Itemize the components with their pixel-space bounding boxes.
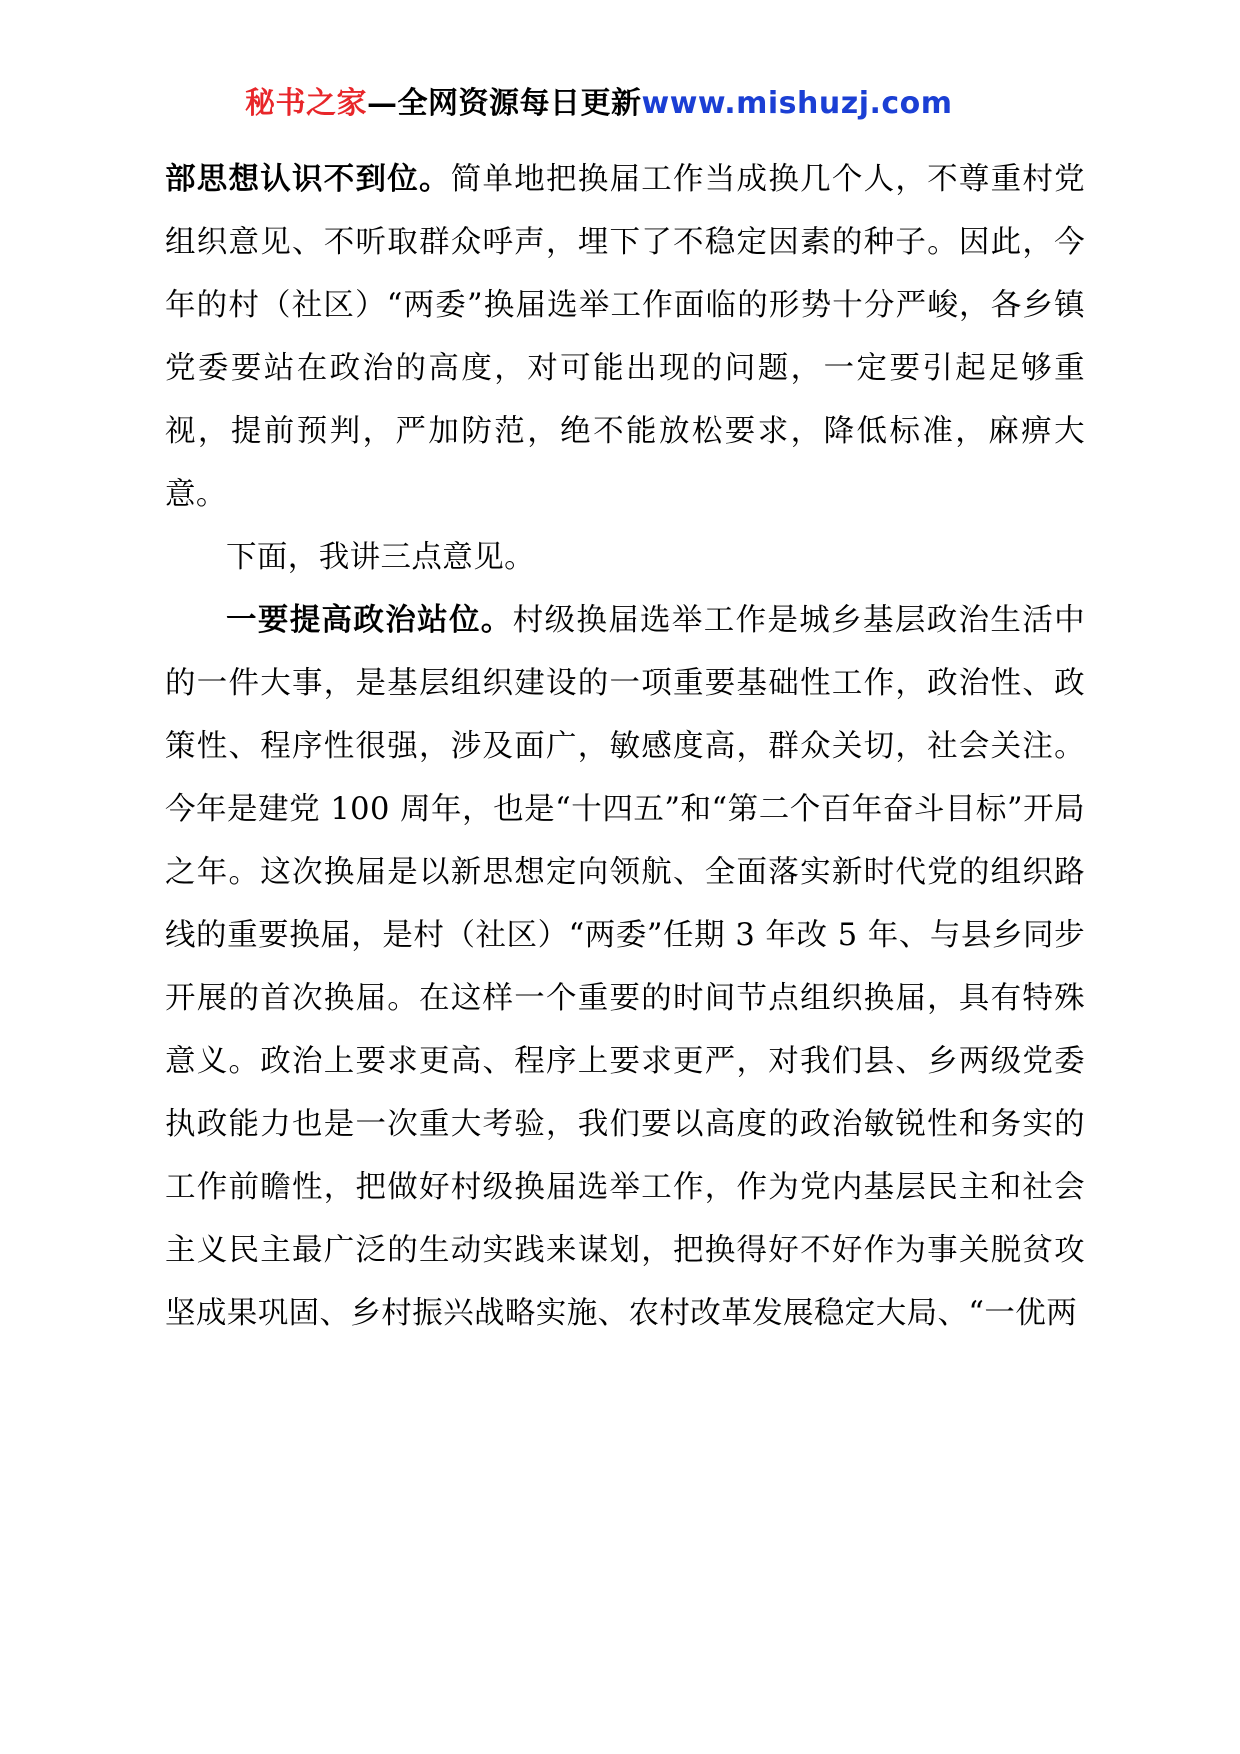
paragraph-3-lead: 一要提高政治站位。	[226, 602, 513, 638]
paragraph-3	[165, 589, 1085, 1345]
site-tagline: 全网资源每日更新	[397, 86, 642, 121]
paragraph-1-text: 简单地把换届工作当成换几个人，不尊重村党组织意见、不听取群众呼声，埋下了不稳定因素的种子。因此，今年的村（社区）“两委”换届选举工作面临的形势十分严峻，各乡镇党委要站在政治的高度，对可能出现的问题，一定要引起足够重视，提前预判，严加防范，绝不能放松要求，降低标准，麻痹大意。	[165, 162, 1085, 512]
document-body	[165, 78, 1085, 1345]
paragraph-1	[165, 148, 1085, 526]
paragraph-3-text: 村级换届选举工作是城乡基层政治生活中的一件大事，是基层组织建设的一项重要基础性工作，政治性、政策性、程序性很强，涉及面广，敏感度高，群众关切，社会关注。今年是建党 100 周年，也是“十四五”和“第二个百年奋斗目标”开局之年。这次换届是以新思想定向领航、全面落实新时代党的组织路线的重要换届，是村（社区）“两委”任期 3 年改 5 年、与县乡同步开展的首次换届。在这样一个重要的时间节点组织换届，具有特殊意义。政治上要求更高、程序上要求更严，对我们县、乡两级党委执政能力也是一次重大考验，我们要以高度的政治敏锐性和务实的工作前瞻性，把做好村级换届选举工作，作为党内基层民主和社会主义民主最广泛的生动实践来谋划，把换得好不好作为事关脱贫攻坚成果巩固、乡村振兴战略实施、农村改革发展稳定大局、“一优两	[165, 603, 1085, 1331]
brand-dash: —	[367, 86, 398, 121]
site-url[interactable]: www.mishuzj.com	[641, 86, 953, 121]
paragraph-2	[165, 526, 1085, 589]
site-watermark-header	[165, 78, 1085, 122]
site-brand: 秘书之家	[245, 86, 367, 121]
paragraph-1-lead: 部思想认识不到位。	[165, 161, 451, 197]
paragraph-2-text: 下面，我讲三点意见。	[226, 540, 535, 575]
